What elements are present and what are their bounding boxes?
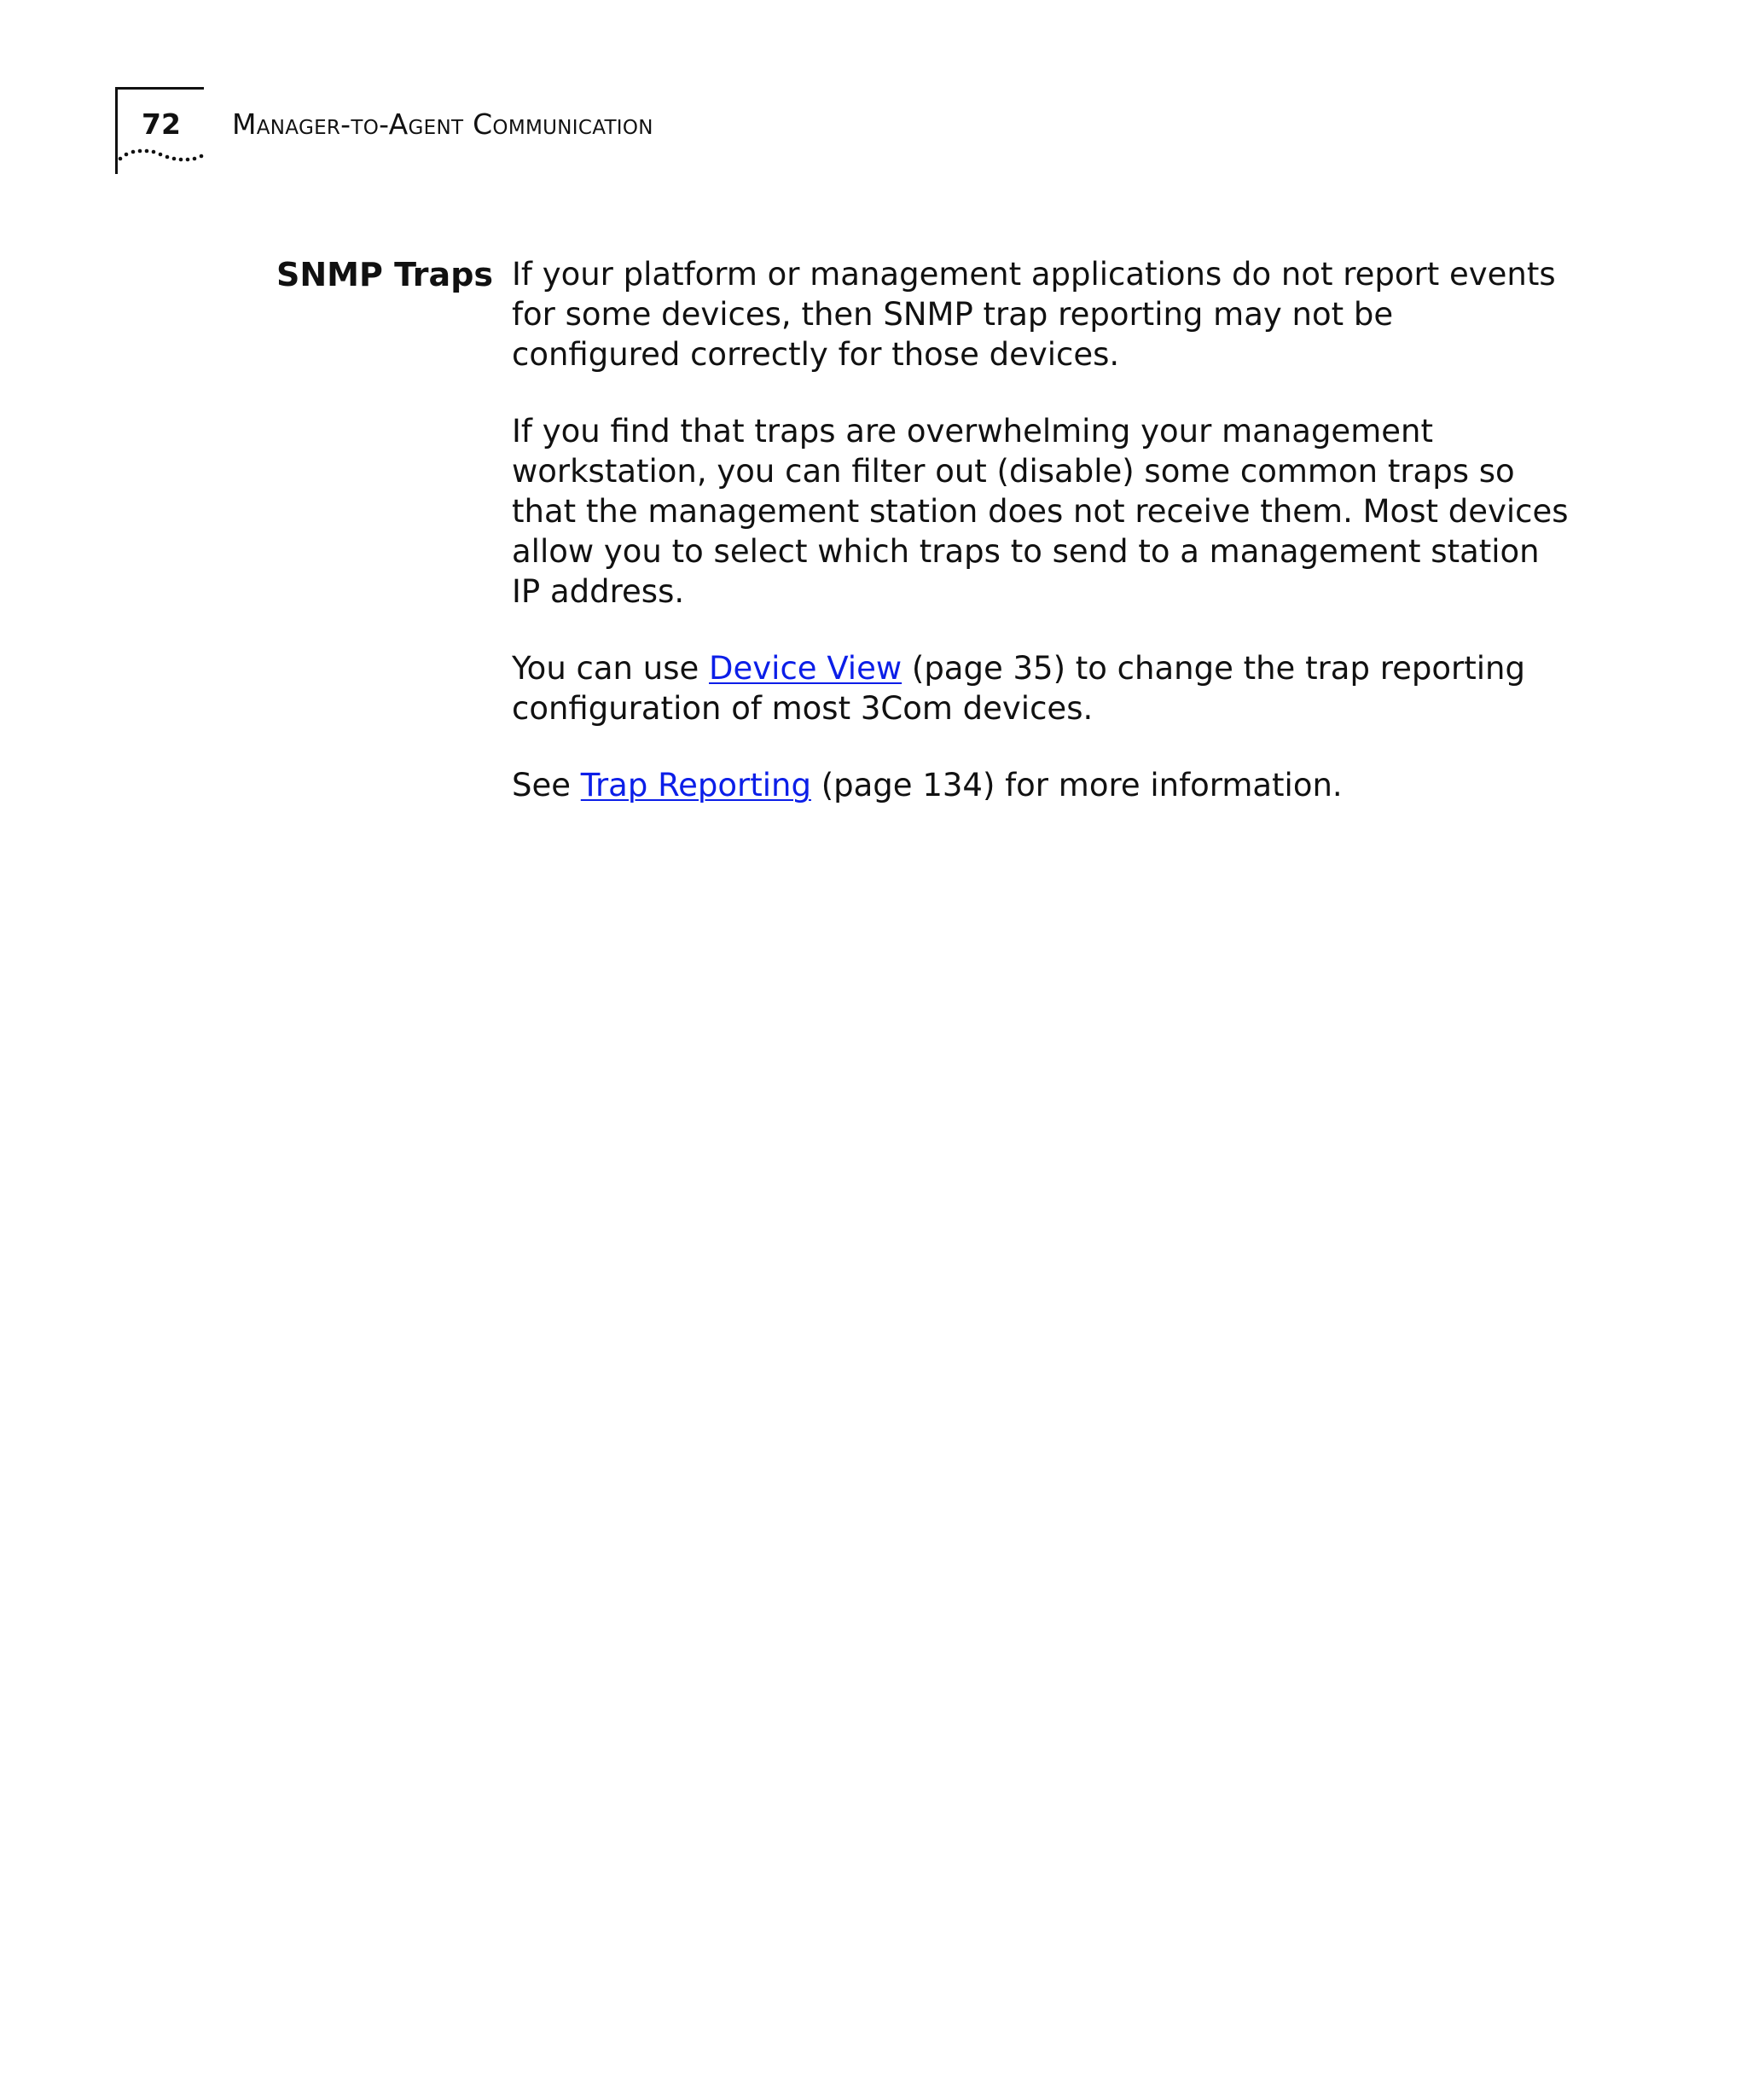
paragraph-3-text-before: You can use <box>512 650 710 687</box>
trap-reporting-link[interactable]: Trap Reporting <box>580 767 811 803</box>
paragraph-4-text-after: (page 134) for more information. <box>810 767 1343 803</box>
section-body <box>512 254 1570 842</box>
paragraph-3 <box>512 648 1570 728</box>
device-view-link[interactable]: Device View <box>709 650 903 687</box>
paragraph-4 <box>512 765 1570 805</box>
running-head-title: Manager-to-Agent Communication <box>232 107 653 141</box>
page-number: 72 <box>142 107 181 141</box>
paragraph-1: If your platform or management applications do not report events for some devices, then SNMP trap reporting may not be configured correctly for those devices. <box>512 256 1556 373</box>
paragraph-4-text-before: See <box>512 767 581 803</box>
section-heading: SNMP Traps <box>276 256 494 293</box>
dotted-wave-decoration <box>117 147 206 167</box>
paragraph-2: If you find that traps are overwhelming your management workstation, you can filter out (disable) some common traps so that the management station does not receive them. Most devices allow you to select which traps to send to a management station IP address. <box>512 413 1569 610</box>
paragraph-3-text-after: (page 35) to change the trap reporting configuration of most 3Com devices. <box>512 650 1525 727</box>
